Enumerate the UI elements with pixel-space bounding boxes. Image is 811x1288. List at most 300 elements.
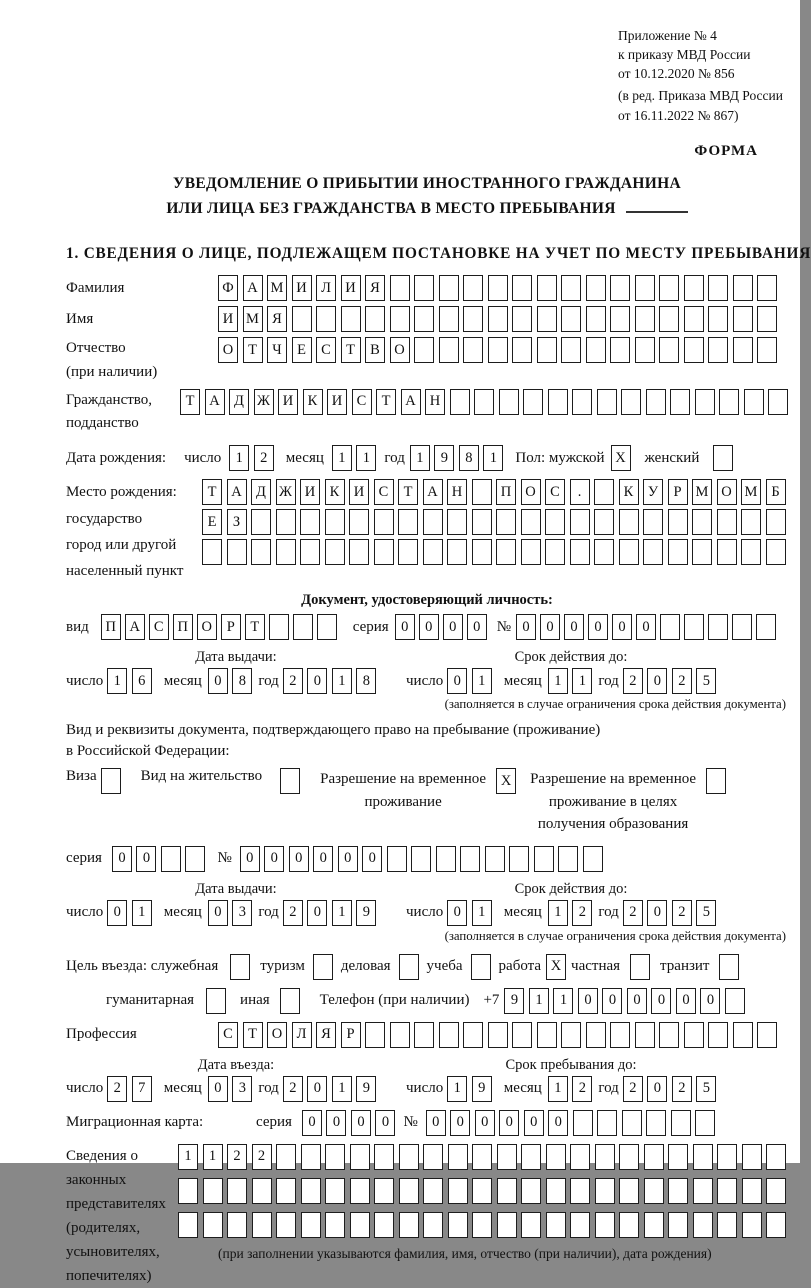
form-cell[interactable]: 1: [332, 445, 352, 471]
form-cell[interactable]: У: [643, 479, 663, 505]
form-cell[interactable]: 0: [240, 846, 260, 872]
form-cell[interactable]: Р: [221, 614, 241, 640]
form-cell[interactable]: Т: [243, 1022, 263, 1048]
form-cell[interactable]: 1: [229, 445, 249, 471]
form-cell[interactable]: [561, 275, 581, 301]
form-cell[interactable]: [719, 954, 739, 980]
form-cell[interactable]: [708, 275, 728, 301]
form-cell[interactable]: 0: [647, 1076, 667, 1102]
form-cell[interactable]: 5: [696, 900, 716, 926]
form-cell[interactable]: [717, 1178, 737, 1204]
form-cell[interactable]: [621, 389, 641, 415]
form-cell[interactable]: А: [423, 479, 443, 505]
form-cell[interactable]: И: [218, 306, 238, 332]
form-cell[interactable]: [414, 1022, 434, 1048]
form-cell[interactable]: [692, 539, 712, 565]
form-cell[interactable]: Ж: [276, 479, 296, 505]
form-cell[interactable]: А: [401, 389, 421, 415]
form-cell[interactable]: [317, 614, 337, 640]
form-cell[interactable]: [101, 768, 121, 794]
form-cell[interactable]: [390, 1022, 410, 1048]
form-cell[interactable]: [635, 1022, 655, 1048]
form-cell[interactable]: [693, 1212, 713, 1238]
form-cell[interactable]: [252, 1212, 272, 1238]
form-cell[interactable]: [374, 1144, 394, 1170]
form-cell[interactable]: [300, 539, 320, 565]
form-cell[interactable]: 0: [395, 614, 415, 640]
form-cell[interactable]: [668, 539, 688, 565]
form-cell[interactable]: [521, 539, 541, 565]
form-cell[interactable]: О: [218, 337, 238, 363]
form-cell[interactable]: 1: [483, 445, 503, 471]
form-cell[interactable]: [660, 614, 680, 640]
form-cell[interactable]: [756, 614, 776, 640]
form-cell[interactable]: 1: [572, 668, 592, 694]
form-cell[interactable]: 1: [472, 668, 492, 694]
form-cell[interactable]: [595, 1144, 615, 1170]
form-cell[interactable]: 1: [472, 900, 492, 926]
form-cell[interactable]: [610, 1022, 630, 1048]
form-cell[interactable]: [203, 1178, 223, 1204]
form-cell[interactable]: [398, 539, 418, 565]
form-cell[interactable]: И: [349, 479, 369, 505]
form-cell[interactable]: М: [741, 479, 761, 505]
form-cell[interactable]: 0: [443, 614, 463, 640]
form-cell[interactable]: 1: [203, 1144, 223, 1170]
form-cell[interactable]: [463, 337, 483, 363]
form-cell[interactable]: 0: [313, 846, 333, 872]
form-cell[interactable]: [497, 1144, 517, 1170]
form-cell[interactable]: [471, 954, 491, 980]
form-cell[interactable]: [742, 1178, 762, 1204]
form-cell[interactable]: [644, 1212, 664, 1238]
form-cell[interactable]: 1: [332, 1076, 352, 1102]
form-cell[interactable]: 2: [572, 1076, 592, 1102]
form-cell[interactable]: [744, 389, 764, 415]
form-cell[interactable]: [227, 1212, 247, 1238]
form-cell[interactable]: [586, 275, 606, 301]
form-cell[interactable]: [512, 275, 532, 301]
form-cell[interactable]: 0: [578, 988, 598, 1014]
form-cell[interactable]: [512, 1022, 532, 1048]
form-cell[interactable]: [708, 614, 728, 640]
form-cell[interactable]: [570, 509, 590, 535]
form-cell[interactable]: [325, 539, 345, 565]
form-cell[interactable]: 1: [410, 445, 430, 471]
form-cell[interactable]: 0: [647, 668, 667, 694]
form-cell[interactable]: [733, 306, 753, 332]
form-cell[interactable]: [439, 1022, 459, 1048]
form-cell[interactable]: [659, 306, 679, 332]
form-cell[interactable]: [439, 337, 459, 363]
form-cell[interactable]: [635, 337, 655, 363]
form-cell[interactable]: [206, 988, 226, 1014]
form-cell[interactable]: [301, 1144, 321, 1170]
form-cell[interactable]: [488, 306, 508, 332]
form-cell[interactable]: 0: [362, 846, 382, 872]
form-cell[interactable]: 0: [307, 668, 327, 694]
form-cell[interactable]: 0: [208, 900, 228, 926]
form-cell[interactable]: [521, 509, 541, 535]
form-cell[interactable]: [523, 389, 543, 415]
form-cell[interactable]: [447, 509, 467, 535]
form-cell[interactable]: [316, 306, 336, 332]
form-cell[interactable]: [390, 275, 410, 301]
form-cell[interactable]: X: [546, 954, 566, 980]
form-cell[interactable]: 1: [356, 445, 376, 471]
form-cell[interactable]: [276, 1144, 296, 1170]
form-cell[interactable]: [512, 306, 532, 332]
form-cell[interactable]: 2: [283, 668, 303, 694]
form-cell[interactable]: [742, 1212, 762, 1238]
form-cell[interactable]: 1: [548, 1076, 568, 1102]
form-cell[interactable]: 0: [112, 846, 132, 872]
form-cell[interactable]: [399, 1178, 419, 1204]
form-cell[interactable]: [622, 1110, 642, 1136]
form-cell[interactable]: [399, 1212, 419, 1238]
form-cell[interactable]: [708, 1022, 728, 1048]
form-cell[interactable]: [558, 846, 578, 872]
form-cell[interactable]: И: [300, 479, 320, 505]
form-cell[interactable]: 0: [564, 614, 584, 640]
form-cell[interactable]: [548, 389, 568, 415]
form-cell[interactable]: 5: [696, 668, 716, 694]
form-cell[interactable]: [447, 539, 467, 565]
form-cell[interactable]: [161, 846, 181, 872]
form-cell[interactable]: 0: [676, 988, 696, 1014]
form-cell[interactable]: [341, 306, 361, 332]
form-cell[interactable]: [733, 275, 753, 301]
form-cell[interactable]: [448, 1144, 468, 1170]
form-cell[interactable]: К: [619, 479, 639, 505]
form-cell[interactable]: [708, 337, 728, 363]
form-cell[interactable]: [227, 539, 247, 565]
form-cell[interactable]: [757, 306, 777, 332]
form-cell[interactable]: [684, 275, 704, 301]
form-cell[interactable]: [766, 509, 786, 535]
form-cell[interactable]: [472, 479, 492, 505]
form-cell[interactable]: [496, 509, 516, 535]
form-cell[interactable]: 0: [338, 846, 358, 872]
form-cell[interactable]: 2: [283, 900, 303, 926]
form-cell[interactable]: М: [267, 275, 287, 301]
form-cell[interactable]: 0: [351, 1110, 371, 1136]
form-cell[interactable]: 0: [264, 846, 284, 872]
form-cell[interactable]: [439, 306, 459, 332]
form-cell[interactable]: [644, 1144, 664, 1170]
form-cell[interactable]: П: [173, 614, 193, 640]
form-cell[interactable]: [349, 539, 369, 565]
form-cell[interactable]: 0: [307, 1076, 327, 1102]
form-cell[interactable]: Ч: [267, 337, 287, 363]
form-cell[interactable]: [472, 1144, 492, 1170]
form-cell[interactable]: 2: [254, 445, 274, 471]
form-cell[interactable]: [521, 1178, 541, 1204]
form-cell[interactable]: А: [227, 479, 247, 505]
form-cell[interactable]: 8: [356, 668, 376, 694]
form-cell[interactable]: [757, 275, 777, 301]
form-cell[interactable]: О: [521, 479, 541, 505]
form-cell[interactable]: [374, 1212, 394, 1238]
form-cell[interactable]: 2: [623, 668, 643, 694]
form-cell[interactable]: 9: [472, 1076, 492, 1102]
form-cell[interactable]: [325, 1178, 345, 1204]
form-cell[interactable]: 2: [672, 900, 692, 926]
form-cell[interactable]: [570, 1178, 590, 1204]
form-cell[interactable]: 0: [208, 1076, 228, 1102]
form-cell[interactable]: [485, 846, 505, 872]
form-cell[interactable]: [668, 1144, 688, 1170]
form-cell[interactable]: [472, 1212, 492, 1238]
form-cell[interactable]: [766, 1144, 786, 1170]
form-cell[interactable]: [594, 509, 614, 535]
form-cell[interactable]: 0: [307, 900, 327, 926]
form-cell[interactable]: 6: [132, 668, 152, 694]
form-cell[interactable]: 0: [612, 614, 632, 640]
form-cell[interactable]: [497, 1178, 517, 1204]
form-cell[interactable]: [474, 389, 494, 415]
form-cell[interactable]: [497, 1212, 517, 1238]
form-cell[interactable]: С: [218, 1022, 238, 1048]
form-cell[interactable]: [365, 1022, 385, 1048]
form-cell[interactable]: О: [267, 1022, 287, 1048]
form-cell[interactable]: [570, 539, 590, 565]
form-cell[interactable]: Е: [292, 337, 312, 363]
form-cell[interactable]: 0: [499, 1110, 519, 1136]
form-cell[interactable]: [448, 1178, 468, 1204]
form-cell[interactable]: [695, 389, 715, 415]
form-cell[interactable]: [766, 1178, 786, 1204]
form-cell[interactable]: [276, 539, 296, 565]
form-cell[interactable]: [512, 337, 532, 363]
form-cell[interactable]: [668, 1178, 688, 1204]
form-cell[interactable]: [280, 768, 300, 794]
form-cell[interactable]: [390, 306, 410, 332]
form-cell[interactable]: [252, 1178, 272, 1204]
form-cell[interactable]: 2: [572, 900, 592, 926]
form-cell[interactable]: [684, 614, 704, 640]
form-cell[interactable]: Я: [316, 1022, 336, 1048]
form-cell[interactable]: С: [316, 337, 336, 363]
form-cell[interactable]: [586, 337, 606, 363]
form-cell[interactable]: М: [243, 306, 263, 332]
form-cell[interactable]: 1: [332, 668, 352, 694]
form-cell[interactable]: [733, 1022, 753, 1048]
form-cell[interactable]: 0: [548, 1110, 568, 1136]
form-cell[interactable]: 0: [700, 988, 720, 1014]
form-cell[interactable]: [488, 1022, 508, 1048]
form-cell[interactable]: [374, 539, 394, 565]
form-cell[interactable]: [619, 509, 639, 535]
form-cell[interactable]: [227, 1178, 247, 1204]
form-cell[interactable]: [450, 389, 470, 415]
form-cell[interactable]: [692, 509, 712, 535]
form-cell[interactable]: 0: [375, 1110, 395, 1136]
form-cell[interactable]: [398, 509, 418, 535]
form-cell[interactable]: [610, 337, 630, 363]
form-cell[interactable]: [708, 306, 728, 332]
form-cell[interactable]: [365, 306, 385, 332]
form-cell[interactable]: 8: [232, 668, 252, 694]
form-cell[interactable]: Н: [425, 389, 445, 415]
form-cell[interactable]: [534, 846, 554, 872]
form-cell[interactable]: 8: [459, 445, 479, 471]
form-cell[interactable]: [766, 1212, 786, 1238]
form-cell[interactable]: Т: [243, 337, 263, 363]
form-cell[interactable]: [684, 306, 704, 332]
form-cell[interactable]: 3: [232, 1076, 252, 1102]
form-cell[interactable]: [325, 509, 345, 535]
form-cell[interactable]: 9: [356, 1076, 376, 1102]
form-cell[interactable]: [595, 1212, 615, 1238]
form-cell[interactable]: [695, 1110, 715, 1136]
form-cell[interactable]: [399, 1144, 419, 1170]
form-cell[interactable]: [717, 539, 737, 565]
form-cell[interactable]: Т: [398, 479, 418, 505]
form-cell[interactable]: 1: [548, 900, 568, 926]
form-cell[interactable]: [741, 509, 761, 535]
form-cell[interactable]: [436, 846, 456, 872]
form-cell[interactable]: 1: [107, 668, 127, 694]
form-cell[interactable]: 2: [672, 1076, 692, 1102]
form-cell[interactable]: [668, 1212, 688, 1238]
form-cell[interactable]: Р: [668, 479, 688, 505]
form-cell[interactable]: 0: [426, 1110, 446, 1136]
form-cell[interactable]: [561, 1022, 581, 1048]
form-cell[interactable]: [463, 1022, 483, 1048]
form-cell[interactable]: [349, 509, 369, 535]
form-cell[interactable]: [630, 954, 650, 980]
form-cell[interactable]: [499, 389, 519, 415]
form-cell[interactable]: [251, 509, 271, 535]
form-cell[interactable]: [659, 275, 679, 301]
form-cell[interactable]: [595, 1178, 615, 1204]
form-cell[interactable]: [671, 1110, 691, 1136]
form-cell[interactable]: [280, 988, 300, 1014]
form-cell[interactable]: [646, 389, 666, 415]
form-cell[interactable]: [725, 988, 745, 1014]
form-cell[interactable]: Д: [251, 479, 271, 505]
form-cell[interactable]: А: [205, 389, 225, 415]
form-cell[interactable]: Т: [245, 614, 265, 640]
form-cell[interactable]: 2: [227, 1144, 247, 1170]
form-cell[interactable]: Т: [341, 337, 361, 363]
form-cell[interactable]: [572, 389, 592, 415]
form-cell[interactable]: [387, 846, 407, 872]
form-cell[interactable]: 1: [548, 668, 568, 694]
form-cell[interactable]: Л: [316, 275, 336, 301]
form-cell[interactable]: [276, 509, 296, 535]
form-cell[interactable]: 0: [647, 900, 667, 926]
form-cell[interactable]: Б: [766, 479, 786, 505]
form-cell[interactable]: [448, 1212, 468, 1238]
form-cell[interactable]: И: [292, 275, 312, 301]
form-cell[interactable]: Т: [376, 389, 396, 415]
form-cell[interactable]: [537, 275, 557, 301]
form-cell[interactable]: [619, 1212, 639, 1238]
form-cell[interactable]: 0: [540, 614, 560, 640]
form-cell[interactable]: [230, 954, 250, 980]
form-cell[interactable]: [693, 1178, 713, 1204]
form-cell[interactable]: Ф: [218, 275, 238, 301]
form-cell[interactable]: [644, 1178, 664, 1204]
form-cell[interactable]: [546, 1144, 566, 1170]
form-cell[interactable]: К: [325, 479, 345, 505]
form-cell[interactable]: [472, 1178, 492, 1204]
form-cell[interactable]: О: [717, 479, 737, 505]
form-cell[interactable]: [423, 1144, 443, 1170]
form-cell[interactable]: [597, 389, 617, 415]
form-cell[interactable]: [545, 509, 565, 535]
form-cell[interactable]: [561, 337, 581, 363]
form-cell[interactable]: [202, 539, 222, 565]
form-cell[interactable]: Т: [180, 389, 200, 415]
form-cell[interactable]: [570, 1144, 590, 1170]
form-cell[interactable]: [717, 1144, 737, 1170]
form-cell[interactable]: [733, 337, 753, 363]
form-cell[interactable]: 0: [475, 1110, 495, 1136]
form-cell[interactable]: 1: [132, 900, 152, 926]
form-cell[interactable]: 0: [602, 988, 622, 1014]
form-cell[interactable]: 3: [232, 900, 252, 926]
form-cell[interactable]: [594, 539, 614, 565]
form-cell[interactable]: [741, 539, 761, 565]
form-cell[interactable]: [610, 275, 630, 301]
form-cell[interactable]: [635, 275, 655, 301]
form-cell[interactable]: [203, 1212, 223, 1238]
form-cell[interactable]: [496, 539, 516, 565]
form-cell[interactable]: 0: [450, 1110, 470, 1136]
form-cell[interactable]: [414, 337, 434, 363]
form-cell[interactable]: [573, 1110, 593, 1136]
form-cell[interactable]: [301, 1178, 321, 1204]
form-cell[interactable]: [276, 1212, 296, 1238]
form-cell[interactable]: [586, 306, 606, 332]
form-cell[interactable]: .: [570, 479, 590, 505]
form-cell[interactable]: 0: [208, 668, 228, 694]
form-cell[interactable]: Я: [267, 306, 287, 332]
form-cell[interactable]: 9: [434, 445, 454, 471]
form-cell[interactable]: В: [365, 337, 385, 363]
form-cell[interactable]: [423, 509, 443, 535]
form-cell[interactable]: [178, 1178, 198, 1204]
form-cell[interactable]: 1: [332, 900, 352, 926]
form-cell[interactable]: М: [692, 479, 712, 505]
form-cell[interactable]: 0: [289, 846, 309, 872]
form-cell[interactable]: [635, 306, 655, 332]
form-cell[interactable]: 0: [302, 1110, 322, 1136]
form-cell[interactable]: [619, 539, 639, 565]
form-cell[interactable]: [472, 509, 492, 535]
form-cell[interactable]: [610, 306, 630, 332]
form-cell[interactable]: [768, 389, 788, 415]
form-cell[interactable]: 9: [356, 900, 376, 926]
form-cell[interactable]: 1: [178, 1144, 198, 1170]
form-cell[interactable]: 0: [651, 988, 671, 1014]
form-cell[interactable]: [423, 539, 443, 565]
form-cell[interactable]: [659, 337, 679, 363]
form-cell[interactable]: 0: [326, 1110, 346, 1136]
form-cell[interactable]: [276, 1178, 296, 1204]
form-cell[interactable]: П: [496, 479, 516, 505]
form-cell[interactable]: [757, 1022, 777, 1048]
form-cell[interactable]: [643, 539, 663, 565]
form-cell[interactable]: [570, 1212, 590, 1238]
form-cell[interactable]: Т: [202, 479, 222, 505]
form-cell[interactable]: 2: [623, 900, 643, 926]
form-cell[interactable]: [488, 275, 508, 301]
form-cell[interactable]: [537, 306, 557, 332]
